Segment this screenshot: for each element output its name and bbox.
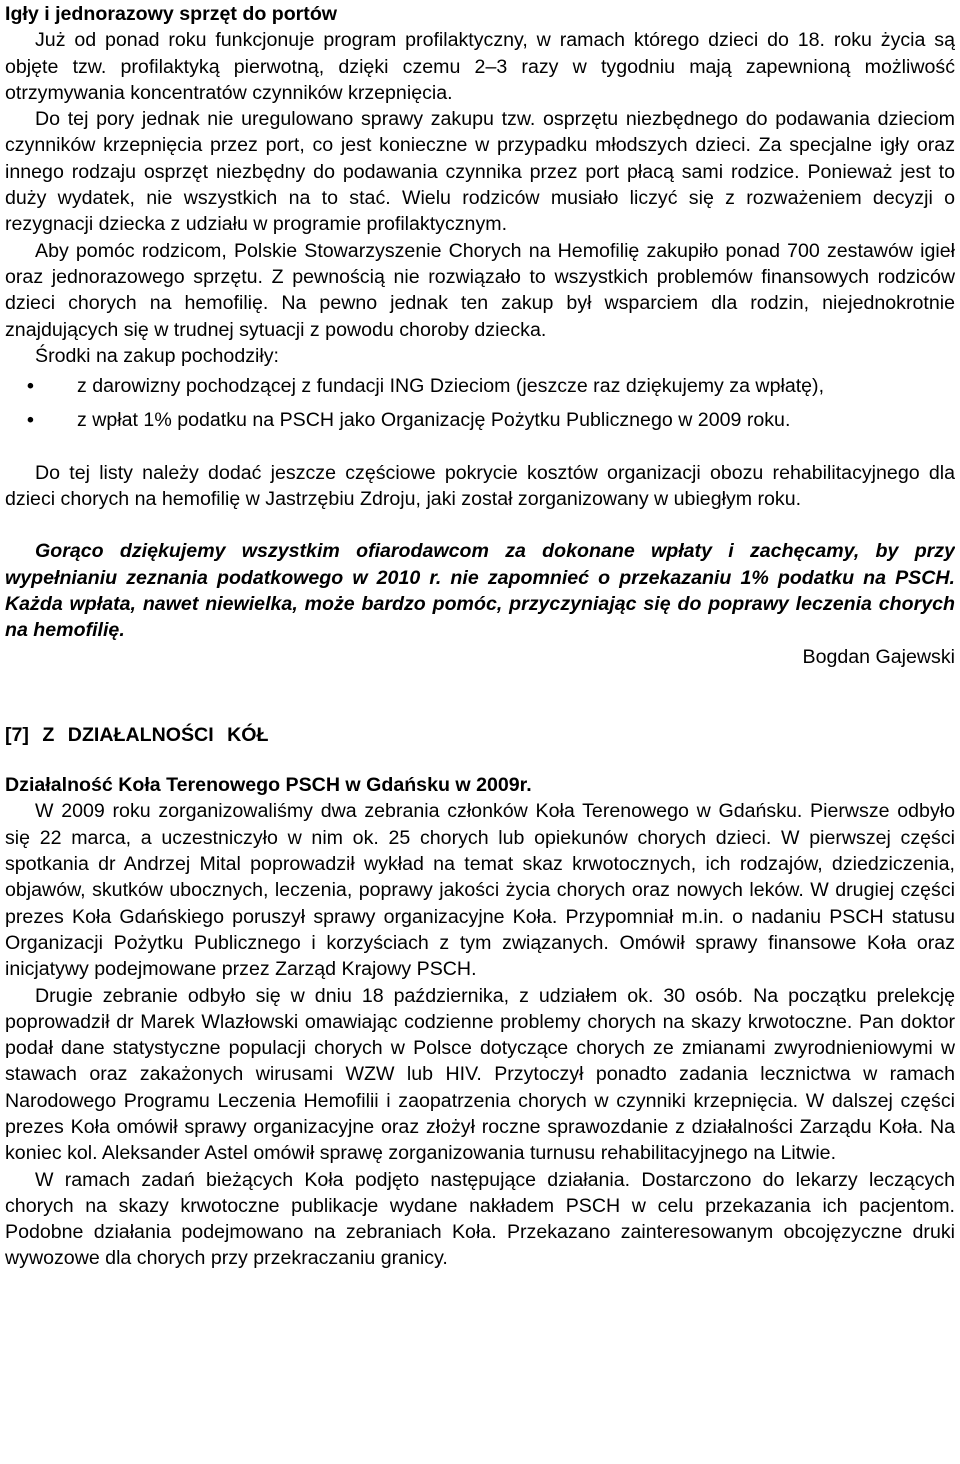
report-paragraph-1: W 2009 roku zorganizowaliśmy dwa zebrania członków Koła Terenowego w Gdańsku. Pierwsze odbyło się 22 marca, a uczestniczyło w nim ok. 25 chorych lub opiekunów chorych dzieci. W pierwszej części spotkania dr Andrzej Mital poprowadził wykład na temat skaz krwotocznych, ich rodzajów, dziedziczenia, objawów, skutków ubocznych, leczenia, poprawy jakości życia chorych oraz nowych leków. W drugiej części prezes Koła Gdańskiego poruszył sprawy organizacyjne Koła. Przypomniał m.in. o nadaniu PSCH statusu Organizacji Pożytku Publicznego i korzyściach z tym związanych. Omówił sprawy finansowe Koła oraz inicjatywy podejmowane przez Zarząd Krajowy PSCH. bbox=[5, 800, 955, 981]
subsection-title: Działalność Koła Terenowego PSCH w Gdańsku w 2009r. bbox=[5, 774, 532, 797]
author-signature: Bogdan Gajewski bbox=[802, 645, 955, 668]
article-paragraph-2: Do tej pory jednak nie uregulowano sprawy zakupu tzw. osprzętu niezbędnego do podawania dzieciom czynników krzepnięcia przez port, co jest konieczne w przypadku młodszych dzieci. Za specjalne igły oraz innego rodzaju osprzęt niezbędny do podawania czynnika przez port płacą sami rodzice. Ponieważ jest to duży wydatek, nie wszystkich na to stać. Wielu rodziców musiało liczyć się z rozważeniem decyzji o rezygnacji dziecka z udziału w programie profilaktycznym. bbox=[5, 108, 955, 236]
article-paragraph-3: Aby pomóc rodzicom, Polskie Stowarzyszenie Chorych na Hemofilię zakupiło ponad 700 zestawów igieł oraz jednorazowego sprzętu. Z pewnością nie rozwiązało to wszystkich problemów finansowych rodziców dzieci chorych na hemofilię. Na pewno jednak ten zakup był wsparciem dla rodzin, niejednokrotnie znajdujących się w trudnej sytuacji z powodu choroby dziecka. bbox=[5, 239, 955, 341]
section-title: [7] Z DZIAŁALNOŚCI KÓŁ bbox=[5, 723, 269, 746]
thanks-paragraph: Gorąco dziękujemy wszystkim ofiarodawcom za dokonane wpłaty i zachęcamy, by przy wypełnianiu zeznania podatkowego w 2010 r. nie zapomnieć o przekazaniu 1% podatku na PSCH. Każda wpłata, nawet niewielka, może bardzo pomóc, przyczyniając się do poprawy leczenia chorych na hemofilię. bbox=[5, 540, 955, 642]
report-paragraph-3: W ramach zadań bieżących Koła podjęto następujące działania. Dostarczono do lekarzy leczących chorych na skazy krwotoczne publikacje wydane nakładem PSCH w celu przekazania ich pacjentom. Podobne działania podejmowano na zebraniach Koła. Przekazano zainteresowanym obcojęzyczne druki wywozowe dla chorych przy przekraczaniu granicy. bbox=[5, 1168, 955, 1270]
list-item bbox=[5, 373, 955, 399]
bullet-icon: • bbox=[27, 409, 34, 432]
article-paragraph-1: Już od ponad roku funkcjonuje program profilaktyczny, w ramach którego dzieci do 18. roku życia są objęte tzw. profilaktyką pierwotną, dzięki czemu 2–3 razy w tygodniu mają zapewnioną możliwość otrzymywania koncentratów czynników krzepnięcia. bbox=[5, 29, 955, 104]
list-item bbox=[5, 407, 955, 433]
article-heading: Igły i jednorazowy sprzęt do portów bbox=[5, 3, 338, 25]
funding-sources-list bbox=[5, 373, 955, 434]
article-paragraph-funding: Środki na zakup pochodziły: bbox=[35, 344, 279, 367]
list-item-text: z darowizny pochodzącej z fundacji ING Dzieciom (jeszcze raz dziękujemy za wpłatę), bbox=[77, 375, 825, 398]
report-paragraph-2: Drugie zebranie odbyło się w dniu 18 października, z udziałem ok. 30 osób. Na początku prelekcję poprowadził dr Marek Wlazłowski omawiając codzienne problemy chorych na skazy krwotoczne. Pan doktor podał dane statystyczne populacji chorych w Polsce dotyczące chorych ze zmianami zwyrodnieniowymi w stawach oraz zakażonych wirusami WZW lub HIV. Przytoczył ponadto zadania lecznictwa w ramach Narodowego Programu Leczenia Hemofilii i zaopatrzenia chorych w czynniki krzepnięcia. W dalszej części prezes Koła omówił sprawy organizacyjne oraz złożył roczne sprawozdanie z działalności Zarządu Koła. Na koniec kol. Aleksander Astel omówił sprawę zorganizowania turnusu rehabilitacyjnego na Litwie. bbox=[5, 984, 955, 1165]
document-page bbox=[5, 0, 955, 1464]
article-paragraph-camp: Do tej listy należy dodać jeszcze częściowe pokrycie kosztów organizacji obozu rehabilitacyjnego dla dzieci chorych na hemofilię w Jastrzębiu Zdroju, jaki został zorganizowany w ubiegłym roku. bbox=[5, 461, 955, 511]
list-item-text: z wpłat 1% podatku na PSCH jako Organizację Pożytku Publicznego w 2009 roku. bbox=[77, 409, 791, 432]
bullet-icon: • bbox=[27, 375, 34, 398]
